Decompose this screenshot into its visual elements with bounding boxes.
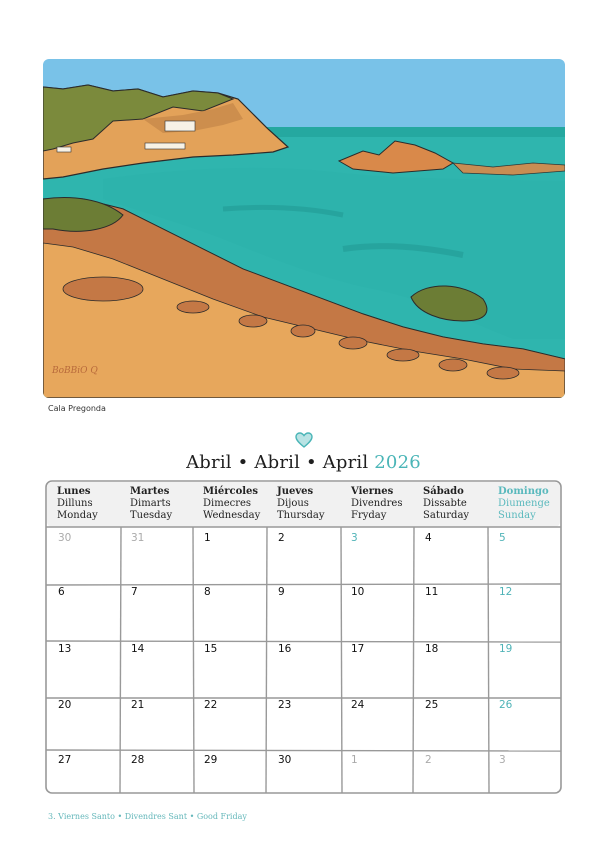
weekday-tuesday: [130, 486, 172, 522]
day-cell[interactable]: 1: [351, 754, 358, 766]
day-cell[interactable]: 30: [58, 532, 72, 544]
weekday-ca: Dijous: [277, 498, 309, 509]
holiday-footnote: 3. Viernes Santo • Divendres Sant • Good Friday: [48, 812, 247, 821]
weekday-en: Thursday: [277, 510, 325, 521]
weekday-en: Saturday: [423, 510, 470, 521]
weekday-es: Lunes: [57, 486, 91, 497]
day-cell[interactable]: 31: [131, 532, 145, 544]
day-cell[interactable]: 25: [425, 699, 439, 711]
weekday-ca: Dilluns: [57, 498, 93, 509]
day-cell-sunday[interactable]: 12: [499, 586, 513, 598]
day-cell[interactable]: 2: [425, 754, 432, 766]
day-cell[interactable]: 24: [351, 699, 365, 711]
day-cell[interactable]: 20: [58, 699, 72, 711]
day-cell-holiday[interactable]: 3: [351, 532, 358, 544]
weekday-thursday: [277, 486, 324, 522]
day-cell[interactable]: 16: [278, 643, 292, 655]
artist-signature: BoBBiO Q: [52, 366, 98, 376]
day-cell[interactable]: 4: [425, 532, 432, 544]
weekday-es: Miércoles: [203, 486, 259, 497]
month-title: [0, 452, 607, 473]
day-cell[interactable]: 30: [278, 754, 292, 766]
weekday-ca: Divendres: [351, 498, 403, 509]
day-cell[interactable]: 11: [425, 586, 439, 598]
weekday-en: Wednesday: [203, 510, 261, 521]
day-cell-sunday[interactable]: 5: [499, 532, 506, 544]
day-cell[interactable]: 8: [204, 586, 211, 598]
day-cell[interactable]: 10: [351, 586, 365, 598]
day-cell[interactable]: 7: [131, 586, 138, 598]
weekday-ca: Dimarts: [130, 498, 171, 509]
weekday-en: Fryday: [351, 510, 387, 521]
weekday-en: Tuesday: [130, 510, 173, 521]
day-cell[interactable]: 2: [278, 532, 285, 544]
day-cell[interactable]: 27: [58, 754, 72, 766]
day-cell-sunday[interactable]: 19: [499, 643, 513, 655]
heart-icon: [295, 432, 313, 452]
day-cell[interactable]: 14: [131, 643, 145, 655]
weekday-es: Sábado: [423, 486, 464, 497]
calendar-lines: [45, 480, 562, 794]
day-cell[interactable]: 29: [204, 754, 218, 766]
weekday-ca: Diumenge: [498, 498, 550, 509]
day-cell[interactable]: 15: [204, 643, 218, 655]
day-cell[interactable]: 18: [425, 643, 439, 655]
weekday-en: Monday: [57, 510, 98, 521]
day-cell[interactable]: 9: [278, 586, 285, 598]
month-name: Abril • Abril • April: [186, 452, 369, 473]
weekday-wednesday: [203, 486, 260, 522]
day-cell[interactable]: 1: [204, 532, 211, 544]
weekday-monday: [57, 486, 98, 522]
day-cell[interactable]: 3: [499, 754, 506, 766]
day-cell[interactable]: 6: [58, 586, 65, 598]
day-cell[interactable]: 17: [351, 643, 365, 655]
cala-pregonda-illustration: [43, 59, 565, 398]
weekday-friday: [351, 486, 402, 522]
weekday-saturday: [423, 486, 469, 522]
day-cell[interactable]: 22: [204, 699, 218, 711]
day-cell[interactable]: 28: [131, 754, 145, 766]
weekday-sunday: [498, 486, 550, 522]
calendar-grid: [45, 480, 562, 794]
day-cell[interactable]: 23: [278, 699, 292, 711]
day-cell[interactable]: 13: [58, 643, 72, 655]
image-caption: Cala Pregonda: [48, 404, 106, 413]
year: 2026: [374, 452, 421, 473]
day-cell[interactable]: 21: [131, 699, 145, 711]
weekday-ca: Dissabte: [423, 498, 467, 509]
weekday-es: Martes: [130, 486, 170, 497]
weekday-es: Viernes: [351, 486, 394, 497]
weekday-es: Jueves: [277, 486, 314, 497]
weekday-ca: Dimecres: [203, 498, 252, 509]
weekday-es: Domingo: [498, 486, 549, 497]
day-cell-sunday[interactable]: 26: [499, 699, 513, 711]
weekday-en: Sunday: [498, 510, 536, 521]
